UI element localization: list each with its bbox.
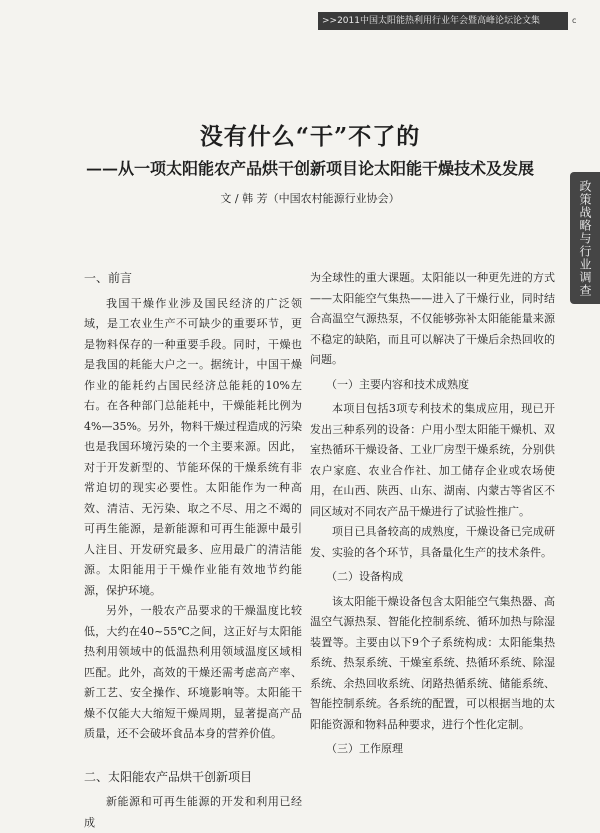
article-title: 没有什么“干”不了的 <box>199 123 421 150</box>
section1-heading: 一、前言 <box>84 271 133 285</box>
paragraph-1: 我国干燥作业涉及国民经济的广泛领域，是工农业生产不可缺少的重要环节，更是物料保存的一种重要手段。同时，干燥也是我国的耗能大户之一。据统计，中国干燥作业的能耗约占国民经济总能耗的10%左右。在各种部门总能耗中，干燥能耗比例为4%—35%。另外，物料干燥过程造成的污染也是我国环境污染的一个主要来源。因此，对于开发新型的、节能环保的干燥系统有非常迫切的现实必要性。太阳能作为一种高效、清洁、无污染、取之不尽、用之不竭的可再生能源，是新能源和可再生能源中最引人注目、开发研究最多、应用最广的清洁能源。太阳能用于干燥作业能有效地节约能源，保护环境。 <box>84 296 302 597</box>
paragraph-4: 本项目包括3项专利技术的集成应用，现已开发出三种系列的设备：户用小型太阳能干燥机、双室热循环干燥设备、工业厂房型干燥系统，分别供农户家庭、农业合作社、加工储存企业或农场使用，在山西、陕西、山东、湖南、内蒙古等省区不同区域对不同农产品干燥进行了试验性推广。 <box>310 402 555 518</box>
section-side-tab: 政策战略与行业调查 <box>570 172 600 304</box>
article-subtitle: ——从一项太阳能农产品烘干创新项目论太阳能干燥技术及发展 <box>85 159 534 178</box>
paragraph-6: 该太阳能干燥设备包含太阳能空气集热器、高温空气源热泵、智能化控制系统、循环加热与除湿装置等。主要由以下9个子系统构成：太阳能集热系统、热泵系统、干燥室系统、热循环系统、除湿系统、余热回收系统、闭路热循系统、储能系统、智能控制系统。各系统的配置，可以根据当地的太阳能资源和物料品种要求，进行个性化定制。 <box>310 594 555 731</box>
section2-heading: 二、太阳能农产品烘干创新项目 <box>84 769 253 784</box>
page-mark: c <box>572 16 577 25</box>
subsection3-heading: （三）工作原理 <box>326 742 403 755</box>
right-column <box>310 268 555 764</box>
paragraph-3-start: 新能源和可再生能源的开发和利用已经成 <box>84 795 302 829</box>
article-byline: 文 / 韩 芳（中国农村能源行业协会） <box>220 192 400 205</box>
left-column <box>84 268 302 833</box>
paragraph-2: 另外，一般农产品要求的干燥温度比较低，大约在40~55℃之间，这正好与太阳能热利用领域中的低温热利用领域温度区域相匹配。此外，高效的干燥还需考虑高产率、新工艺、安全操作、环境影响等。太阳能干燥不仅能大大缩短干燥周期，显著提高产品质量，还不会破坏食品本身的营养价值。 <box>84 604 302 740</box>
paragraph-3-cont: 为全球性的重大课题。太阳能以一种更先进的方式——太阳能空气集热——进入了干燥行业，同时结合高温空气源热泵，不仅能够弥补太阳能能量来源不稳定的缺陷，而且可以解决了干燥后余热回收的问题。 <box>310 271 555 366</box>
paragraph-5: 项目已具备较高的成熟度，干燥设备已完成研发、实验的各个环节，具备量化生产的技术条件。 <box>310 525 555 559</box>
running-header: >>2011中国太阳能热利用行业年会暨高峰论坛论文集 <box>318 12 568 30</box>
subsection1-heading: （一）主要内容和技术成熟度 <box>326 377 469 391</box>
subsection2-heading: （二）设备构成 <box>326 570 403 583</box>
